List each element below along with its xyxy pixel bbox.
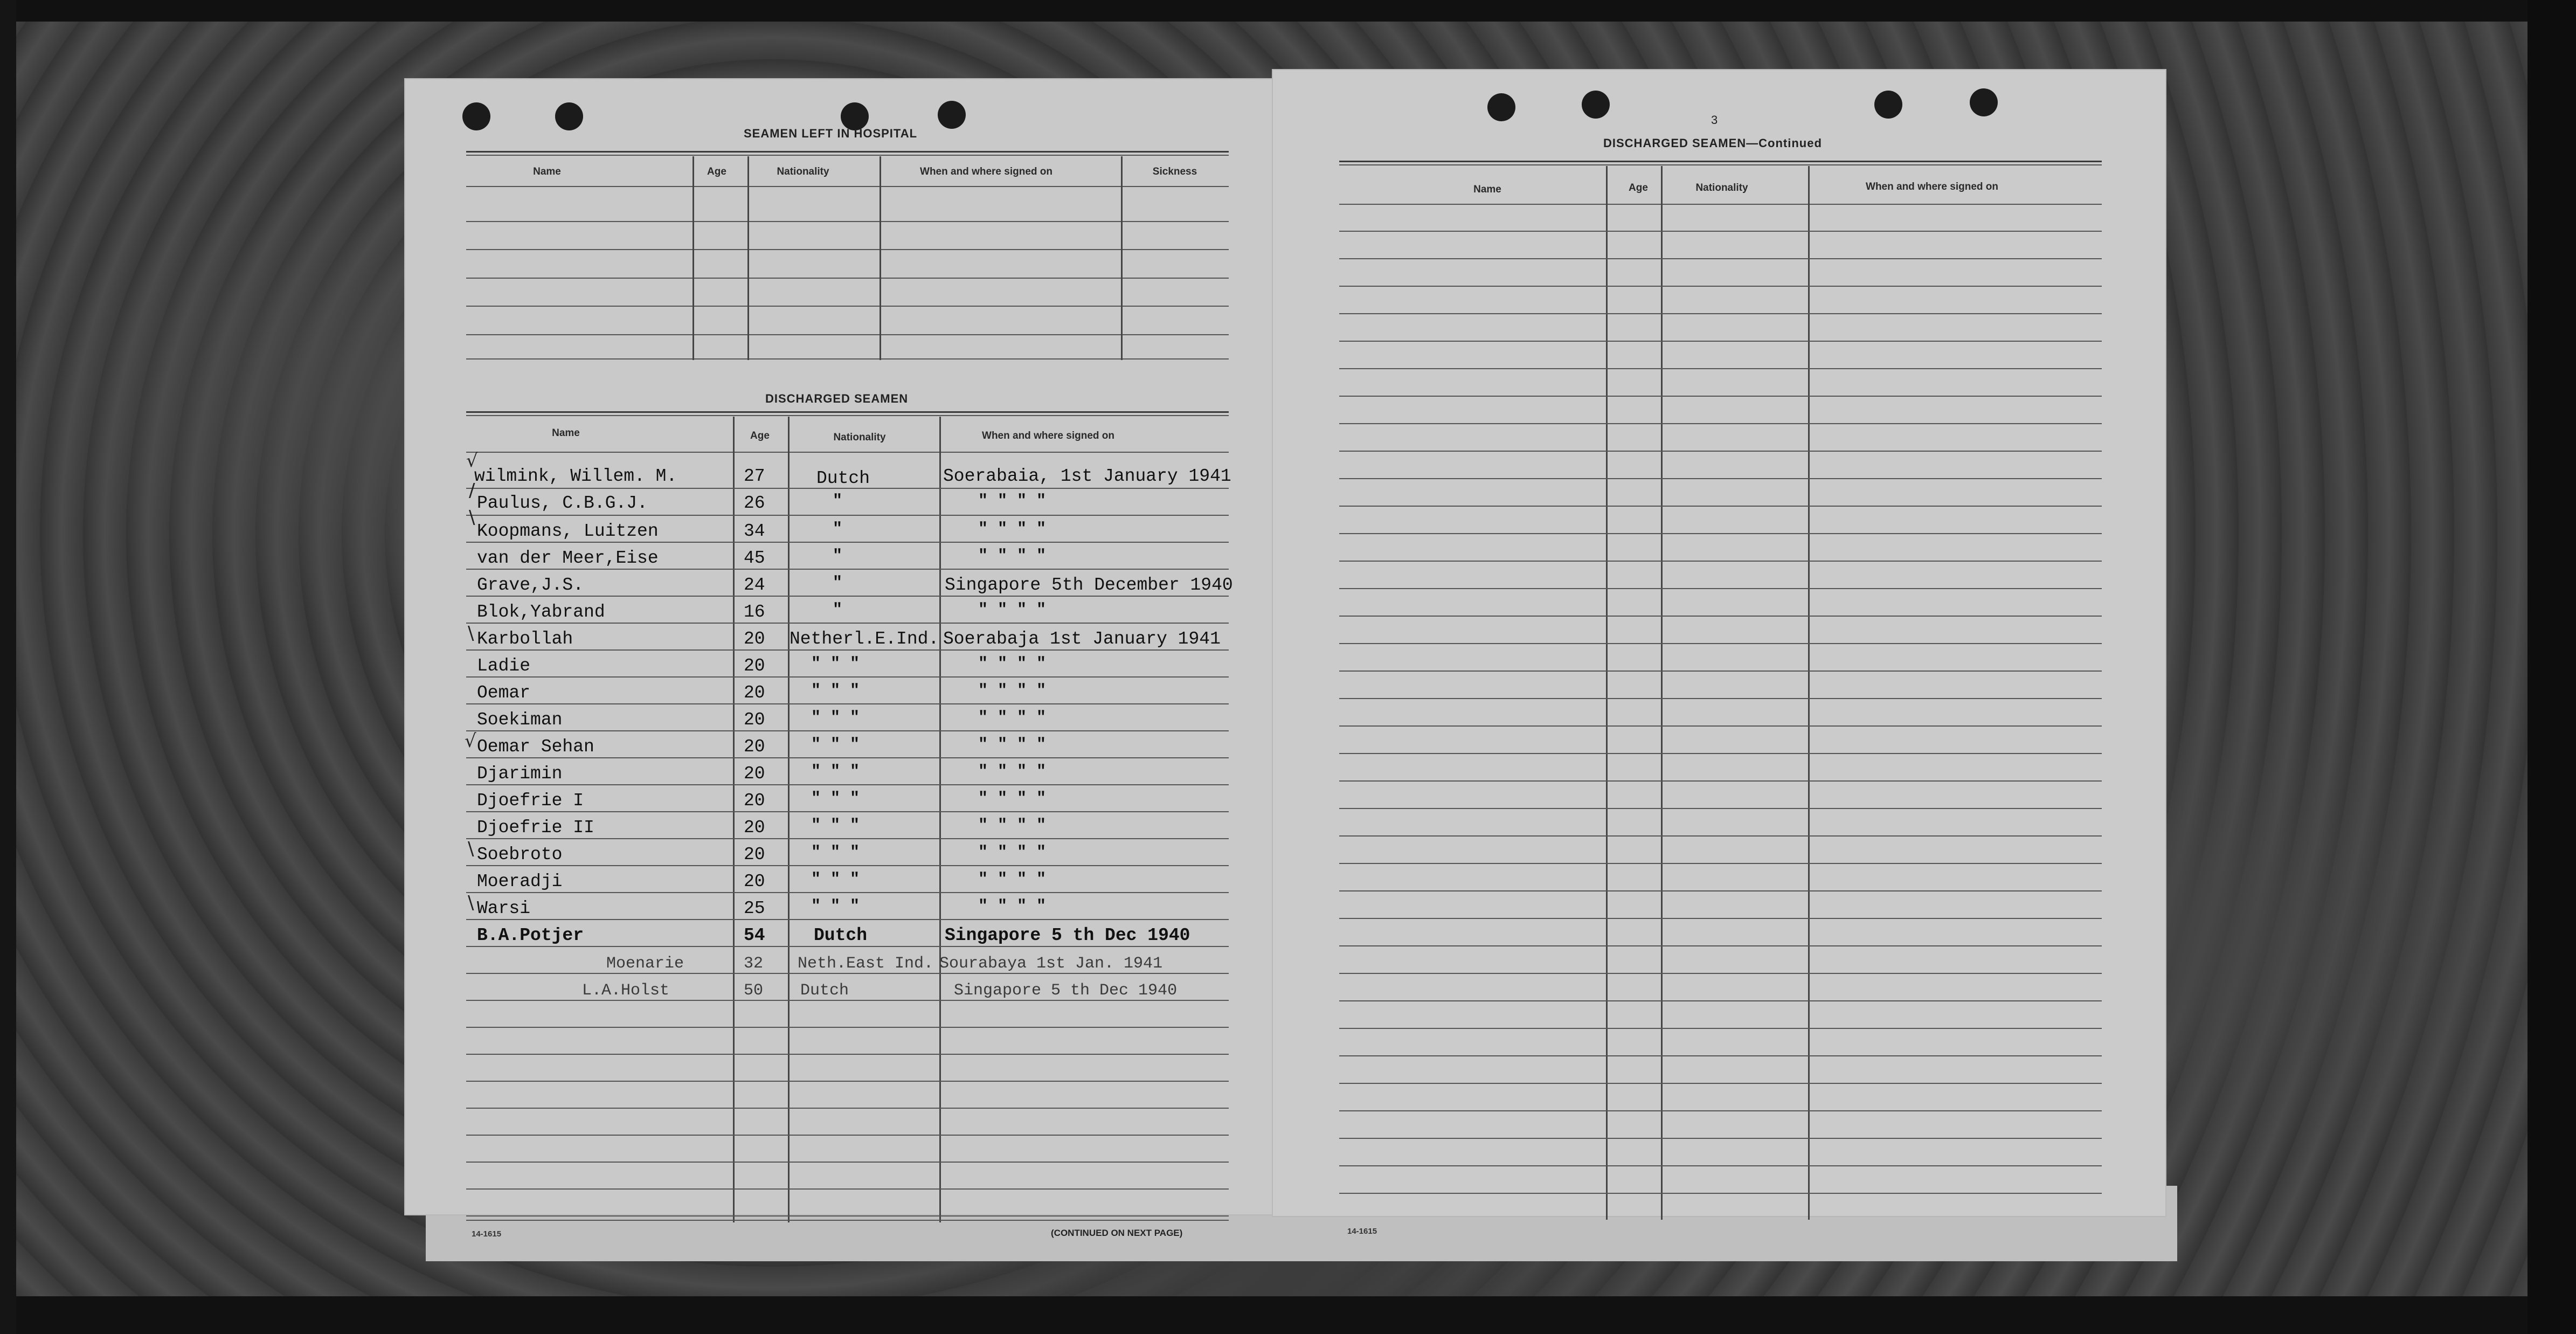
right-page (1272, 69, 2166, 1236)
row-nationality: Netherl.E.Ind. (790, 629, 939, 649)
row-signed-on: " " " " (978, 790, 1047, 808)
row-rule (1339, 313, 2102, 314)
rule (1339, 204, 2102, 205)
row-rule (1339, 506, 2102, 507)
row-signed-on: " " " " (978, 736, 1047, 754)
row-name: van der Meer,Eise (477, 548, 659, 568)
check-mark: / (469, 480, 475, 501)
row-name: B.A.Potjer (477, 925, 584, 945)
discharged-header-name: Name (552, 427, 580, 439)
column-divider (1606, 166, 1608, 1220)
row-name: Grave,J.S. (477, 575, 584, 595)
row-age: 20 (744, 764, 765, 784)
check-mark: \ (468, 623, 474, 644)
rule (1339, 164, 2102, 165)
row-rule (466, 676, 1229, 678)
row-name: Warsi (477, 898, 531, 918)
row-rule (1339, 1138, 2102, 1139)
row-rule (1339, 1000, 2102, 1001)
row-rule (466, 1054, 1229, 1055)
punch-hole (1874, 91, 1902, 119)
scan-border-right (2527, 0, 2576, 1334)
row-age: 20 (744, 845, 765, 865)
row-rule (1339, 698, 2102, 699)
row-rule (1339, 368, 2102, 369)
column-divider (939, 417, 941, 1222)
row-rule (1339, 918, 2102, 919)
row-signed-on: " " " " (978, 897, 1047, 916)
row-rule (466, 730, 1229, 731)
row-nationality: " " " (811, 870, 860, 889)
row-name: Moeradji (477, 872, 563, 891)
rule (466, 278, 1229, 279)
row-name: Blok,Yabrand (477, 602, 605, 622)
check-mark: \ (468, 838, 474, 860)
row-rule (1339, 1165, 2102, 1166)
row-age: 24 (744, 575, 765, 595)
row-age: 26 (744, 493, 765, 513)
row-rule (466, 757, 1229, 758)
row-rule (466, 515, 1229, 516)
continued-header-nationality: Nationality (1695, 182, 1748, 193)
row-rule (1339, 478, 2102, 479)
punch-hole (1582, 91, 1610, 119)
row-name: Ladie (477, 656, 531, 676)
row-age: 20 (744, 656, 765, 676)
row-signed-on: " " " " (978, 492, 1047, 510)
row-signed-on: Sourabaya 1st Jan. 1941 (939, 955, 1163, 973)
row-rule (466, 919, 1229, 920)
check-mark: √ (465, 730, 476, 752)
row-rule (466, 1135, 1229, 1136)
rule (466, 358, 1229, 360)
row-rule (466, 649, 1229, 651)
row-rule (1339, 258, 2102, 259)
row-rule (466, 542, 1229, 543)
row-rule (1339, 533, 2102, 534)
row-signed-on: " " " " (978, 844, 1047, 862)
scan-border-left (0, 0, 16, 1334)
row-rule (466, 1215, 1229, 1217)
row-signed-on: " " " " (978, 655, 1047, 673)
row-signed-on: Soerabaia, 1st January 1941 (943, 466, 1231, 486)
row-signed-on: " " " " (978, 601, 1047, 619)
row-rule (1339, 945, 2102, 946)
scan-border-top (0, 0, 2576, 22)
row-rule (1339, 341, 2102, 342)
row-age: 20 (744, 710, 765, 730)
punch-hole (555, 102, 583, 130)
row-nationality: " " " (811, 817, 860, 835)
row-rule (1339, 1028, 2102, 1029)
row-name: Soekiman (477, 710, 563, 730)
row-rule (1339, 890, 2102, 891)
form-code: 14-1615 (1347, 1227, 1377, 1236)
row-name: Soebroto (477, 845, 563, 865)
discharged-section-title: DISCHARGED SEAMEN (765, 392, 909, 405)
row-rule (1339, 1193, 2102, 1194)
column-divider (1661, 166, 1663, 1220)
row-rule (1339, 561, 2102, 562)
row-name: Oemar (477, 683, 531, 703)
check-mark: \ (468, 892, 474, 914)
row-age: 34 (744, 521, 765, 541)
row-signed-on: " " " " (978, 682, 1047, 700)
row-rule (1339, 616, 2102, 617)
row-nationality: " (833, 492, 843, 510)
row-age: 25 (744, 898, 765, 918)
rule (466, 1220, 1229, 1221)
row-signed-on: " " " " (978, 763, 1047, 781)
hospital-header-signed-on: When and where signed on (920, 166, 1052, 177)
row-name: Djarimin (477, 764, 563, 784)
row-rule (466, 1188, 1229, 1190)
row-name: Koopmans, Luitzen (477, 521, 659, 541)
row-rule (1339, 286, 2102, 287)
row-age: 54 (744, 925, 765, 945)
continued-header-age: Age (1629, 182, 1648, 193)
row-rule (1339, 725, 2102, 727)
row-rule (1339, 808, 2102, 809)
form-code: 14-1615 (472, 1229, 502, 1239)
punch-hole (1970, 88, 1998, 116)
rule (466, 155, 1229, 156)
row-rule (1339, 780, 2102, 782)
row-nationality: " " " (811, 897, 860, 916)
row-age: 20 (744, 683, 765, 703)
discharged-header-nationality: Nationality (833, 432, 886, 443)
scan-border-bottom (0, 1296, 2576, 1334)
row-rule (466, 1108, 1229, 1109)
row-rule (466, 1000, 1229, 1001)
row-rule (1339, 1055, 2102, 1056)
rule (466, 334, 1229, 335)
row-rule (466, 946, 1229, 947)
column-divider (788, 417, 790, 1222)
row-rule (466, 838, 1229, 839)
left-page (404, 78, 1277, 1239)
column-divider (1808, 166, 1810, 1220)
row-signed-on: " " " " (978, 520, 1047, 538)
column-divider (693, 156, 694, 360)
row-age: 16 (744, 602, 765, 622)
row-nationality: " " " (811, 844, 860, 862)
row-nationality: Neth.East Ind. (798, 955, 934, 973)
hospital-header-age: Age (707, 166, 726, 177)
column-divider (1121, 156, 1123, 360)
continued-section-title: DISCHARGED SEAMEN—Continued (1603, 136, 1822, 150)
row-signed-on: Soerabaja 1st January 1941 (943, 629, 1221, 649)
row-rule (1339, 973, 2102, 974)
row-name: Djoefrie I (477, 791, 584, 811)
row-rule (466, 973, 1229, 974)
row-rule (1339, 835, 2102, 837)
continued-header-signed-on: When and where signed on (1866, 181, 1998, 192)
punch-hole (462, 102, 490, 130)
row-rule (1339, 863, 2102, 864)
row-rule (466, 865, 1229, 866)
row-rule (1339, 1083, 2102, 1084)
row-nationality: " (833, 547, 843, 565)
row-signed-on: " " " " (978, 547, 1047, 565)
column-divider (880, 156, 881, 360)
column-divider (733, 417, 735, 1222)
row-rule (466, 811, 1229, 812)
row-rule (466, 784, 1229, 785)
rule (466, 452, 1229, 453)
row-rule (1339, 451, 2102, 452)
discharged-header-age: Age (750, 430, 770, 441)
row-nationality: " " " (811, 682, 860, 700)
row-age: 50 (744, 982, 764, 1000)
row-nationality: Dutch (814, 925, 868, 945)
row-signed-on: " " " " (978, 709, 1047, 727)
row-signed-on: " " " " (978, 870, 1047, 889)
row-signed-on: Singapore 5th December 1940 (945, 575, 1233, 595)
rule (466, 306, 1229, 307)
row-rule (466, 623, 1229, 624)
check-mark: √ (466, 450, 478, 472)
row-age: 32 (744, 955, 764, 973)
rule (466, 411, 1229, 413)
row-nationality: Dutch (800, 982, 849, 1000)
row-rule (1339, 396, 2102, 397)
row-signed-on: Singapore 5 th Dec 1940 (945, 925, 1190, 945)
rule (1339, 161, 2102, 162)
row-name: Karbollah (477, 629, 573, 649)
rule (466, 151, 1229, 153)
row-rule (466, 569, 1229, 570)
row-name: Djoefrie II (477, 818, 594, 838)
row-name: Oemar Sehan (477, 737, 594, 757)
row-rule (1339, 231, 2102, 232)
row-rule (466, 596, 1229, 597)
row-rule (1339, 588, 2102, 589)
hospital-header-nationality: Nationality (777, 166, 829, 177)
row-rule (1339, 423, 2102, 424)
row-rule (1339, 753, 2102, 754)
continued-header-name: Name (1473, 184, 1501, 195)
row-rule (466, 1027, 1229, 1028)
row-signed-on: Singapore 5 th Dec 1940 (954, 982, 1178, 1000)
row-name: Paulus, C.B.G.J. (477, 493, 648, 513)
row-name: Moenarie (606, 955, 684, 973)
hospital-header-sickness: Sickness (1152, 166, 1197, 177)
row-signed-on: " " " " (978, 817, 1047, 835)
row-rule (466, 1162, 1229, 1163)
row-nationality: " " " (811, 763, 860, 781)
continued-note: (CONTINUED ON NEXT PAGE) (1051, 1228, 1183, 1238)
column-divider (747, 156, 749, 360)
row-rule (466, 703, 1229, 704)
row-name: wilmink, Willem. M. (474, 466, 677, 486)
row-age: 20 (744, 737, 765, 757)
row-rule (466, 1081, 1229, 1082)
rule (466, 249, 1229, 250)
row-age: 20 (744, 629, 765, 649)
row-name: L.A.Holst (582, 982, 670, 1000)
row-age: 20 (744, 791, 765, 811)
row-rule (1339, 643, 2102, 644)
rule (466, 221, 1229, 222)
row-nationality: " (833, 574, 843, 592)
row-age: 20 (744, 872, 765, 891)
hospital-header-name: Name (533, 166, 561, 177)
check-mark: \ (469, 507, 475, 528)
row-rule (466, 892, 1229, 893)
row-nationality: " (833, 520, 843, 538)
row-nationality: " " " (811, 709, 860, 727)
row-age: 27 (744, 466, 765, 486)
discharged-header-signed-on: When and where signed on (982, 430, 1114, 441)
row-nationality: " " " (811, 790, 860, 808)
rule (466, 186, 1229, 187)
row-rule (1339, 1110, 2102, 1111)
row-nationality: Dutch (816, 468, 870, 488)
row-age: 20 (744, 818, 765, 838)
row-nationality: " (833, 601, 843, 619)
punch-hole (1487, 93, 1515, 121)
hospital-section-title: SEAMEN LEFT IN HOSPITAL (744, 127, 918, 140)
punch-hole (938, 101, 966, 129)
row-rule (1339, 671, 2102, 672)
rule (466, 415, 1229, 416)
page-number: 3 (1711, 113, 1718, 127)
row-age: 45 (744, 548, 765, 568)
row-nationality: " " " (811, 736, 860, 754)
row-nationality: " " " (811, 655, 860, 673)
